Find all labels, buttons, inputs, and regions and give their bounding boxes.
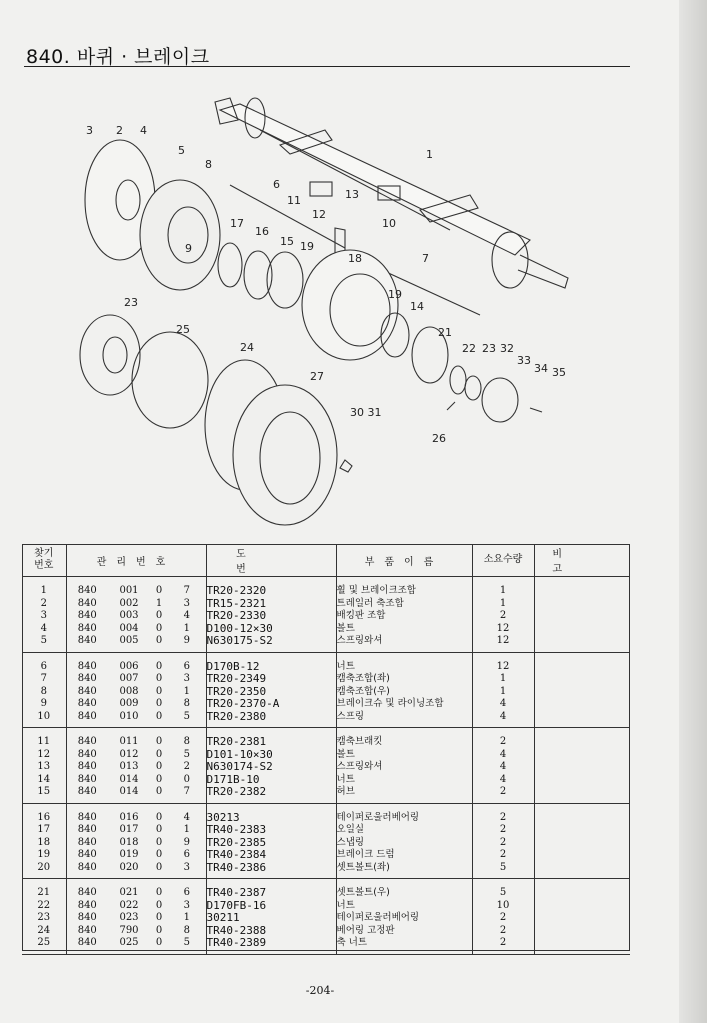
cell-qty: 4 xyxy=(472,761,534,774)
cell-no: 7 xyxy=(40,673,47,684)
cell-code: D170B-12 xyxy=(206,652,336,673)
cell-qty: 1 xyxy=(472,686,534,699)
cell-name: 테이퍼로울러베어링 xyxy=(336,803,472,824)
cell-d: 3 xyxy=(183,673,190,684)
callout-label: 34 xyxy=(534,362,548,375)
cell-c: 0 xyxy=(155,887,163,898)
cell-no: 25 xyxy=(22,937,66,954)
cell-a: 840 xyxy=(66,761,108,774)
cell-d: 1 xyxy=(183,622,190,634)
parts-table xyxy=(22,544,630,955)
cell-note xyxy=(534,749,630,762)
cell-b: 022 xyxy=(119,899,139,911)
cell-name: 스프링 xyxy=(336,711,472,728)
cell-a: 840 xyxy=(66,577,108,598)
cell-qty: 2 xyxy=(472,925,534,938)
cell-b: 001 xyxy=(119,585,139,596)
cell-a: 840 xyxy=(66,937,108,954)
title-underline xyxy=(24,66,630,67)
cell-qty: 12 xyxy=(472,623,534,636)
cell-name: 베어링 고정판 xyxy=(336,925,472,938)
cell-c: 0 xyxy=(155,685,163,697)
callout-label: 14 xyxy=(410,300,424,313)
cell-note xyxy=(534,610,630,623)
cell-c: 0 xyxy=(155,698,163,709)
cell-code: D171B-10 xyxy=(206,774,336,787)
table-row xyxy=(22,912,630,925)
cell-name: 스프링와셔 xyxy=(336,761,472,774)
cell-name: 스프링와셔 xyxy=(336,635,472,652)
cell-code: TR40-2388 xyxy=(206,925,336,938)
cell-note xyxy=(534,673,630,686)
cell-b: 790 xyxy=(119,924,139,936)
cell-note xyxy=(534,635,630,652)
cell-name: 오일실 xyxy=(336,824,472,837)
cell-a: 840 xyxy=(66,610,108,623)
callout-label: 13 xyxy=(345,188,359,201)
cell-name: 허브 xyxy=(336,786,472,803)
cell-a: 840 xyxy=(66,774,108,787)
cell-a: 840 xyxy=(66,749,108,762)
cell-a: 840 xyxy=(66,673,108,686)
cell-a: 840 xyxy=(66,635,108,652)
table-header-row xyxy=(22,544,630,577)
cell-code: TR20-2385 xyxy=(206,837,336,850)
callout-label: 12 xyxy=(312,208,326,221)
cell-qty: 10 xyxy=(472,900,534,913)
callout-label: 6 xyxy=(273,178,280,191)
cell-code: D170FB-16 xyxy=(206,900,336,913)
cell-name: 축 너트 xyxy=(336,937,472,954)
cell-c: 0 xyxy=(155,824,163,835)
cell-qty: 4 xyxy=(472,698,534,711)
table-row xyxy=(22,761,630,774)
cell-no: 1 xyxy=(40,585,47,596)
cell-no: 24 xyxy=(37,924,51,936)
cell-c: 0 xyxy=(150,635,168,652)
cell-b: 014 xyxy=(119,773,139,785)
cell-c: 0 xyxy=(155,899,163,911)
table-row xyxy=(22,786,630,803)
cell-b: 017 xyxy=(119,824,139,835)
col-header-drawing: 도번 xyxy=(206,544,336,577)
cell-d: 3 xyxy=(168,862,206,879)
cell-note xyxy=(534,786,630,803)
cell-d: 8 xyxy=(183,698,190,709)
cell-a: 840 xyxy=(66,652,108,673)
cell-b: 016 xyxy=(119,811,139,823)
cell-b: 020 xyxy=(108,862,150,879)
cell-no: 8 xyxy=(40,685,47,697)
cell-b: 023 xyxy=(119,912,139,923)
cell-name: 휠 및 브레이크조합 xyxy=(336,577,472,598)
cell-name: 너트 xyxy=(336,652,472,673)
cell-name: 너트 xyxy=(336,774,472,787)
table-row xyxy=(22,862,630,879)
page-edge-shadow xyxy=(679,0,707,1023)
cell-qty: 2 xyxy=(472,610,534,623)
cell-c: 0 xyxy=(155,748,163,760)
cell-name: 셋트볼트(우) xyxy=(336,879,472,900)
cell-b: 018 xyxy=(119,836,139,848)
cell-b: 021 xyxy=(119,887,139,898)
cell-code: TR20-2381 xyxy=(206,728,336,749)
cell-c: 0 xyxy=(155,773,163,785)
cell-note xyxy=(534,652,630,673)
cell-name: 너트 xyxy=(336,900,472,913)
cell-code: TR40-2386 xyxy=(206,862,336,879)
cell-code: D100-12×30 xyxy=(206,623,336,636)
table-row xyxy=(22,900,630,913)
cell-c: 0 xyxy=(155,673,163,684)
cell-d: 6 xyxy=(183,887,190,898)
callout-label: 9 xyxy=(185,242,192,255)
cell-b: 006 xyxy=(119,660,139,672)
cell-code: N630175-S2 xyxy=(206,635,336,652)
cell-b: 014 xyxy=(108,786,150,803)
cell-name: 캠축조합(우) xyxy=(336,686,472,699)
callout-label: 1 xyxy=(426,148,433,161)
cell-name: 셋트볼트(좌) xyxy=(336,862,472,879)
cell-name: 테이퍼로울러베어링 xyxy=(336,912,472,925)
callout-label: 30 31 xyxy=(350,406,382,419)
cell-d: 3 xyxy=(183,899,190,911)
cell-c: 0 xyxy=(150,862,168,879)
callout-label: 33 xyxy=(517,354,531,367)
cell-no: 19 xyxy=(37,849,51,860)
cell-d: 9 xyxy=(168,635,206,652)
cell-note xyxy=(534,900,630,913)
cell-a: 840 xyxy=(66,879,108,900)
cell-b: 004 xyxy=(119,622,139,634)
cell-c: 1 xyxy=(155,597,163,609)
cell-no: 16 xyxy=(37,811,51,823)
callout-label: 22 xyxy=(462,342,476,355)
cell-d: 4 xyxy=(183,811,190,823)
cell-b: 013 xyxy=(119,761,139,772)
cell-note xyxy=(534,937,630,954)
cell-no: 3 xyxy=(40,610,47,621)
callout-label: 32 xyxy=(500,342,514,355)
table-row xyxy=(22,698,630,711)
cell-note xyxy=(534,577,630,598)
callout-label: 21 xyxy=(438,326,452,339)
cell-note xyxy=(534,837,630,850)
cell-note xyxy=(534,698,630,711)
cell-d: 5 xyxy=(183,748,190,760)
callout-label: 19 xyxy=(388,288,402,301)
cell-no: 13 xyxy=(37,761,51,772)
callout-label: 2 xyxy=(116,124,123,137)
cell-a: 840 xyxy=(66,900,108,913)
cell-code: TR20-2350 xyxy=(206,686,336,699)
cell-b: 012 xyxy=(119,748,139,760)
cell-c: 0 xyxy=(155,660,163,672)
table-row xyxy=(22,837,630,850)
cell-c: 0 xyxy=(155,836,163,848)
cell-c: 0 xyxy=(150,937,168,954)
callout-label: 4 xyxy=(140,124,147,137)
cell-c: 0 xyxy=(155,761,163,772)
cell-b: 008 xyxy=(119,685,139,697)
cell-no: 11 xyxy=(37,736,51,747)
cell-code: 30211 xyxy=(206,912,336,925)
cell-d: 1 xyxy=(183,824,190,835)
cell-no: 2 xyxy=(40,597,47,609)
cell-no: 9 xyxy=(40,698,47,709)
cell-d: 6 xyxy=(183,849,190,860)
cell-note xyxy=(534,728,630,749)
table-row xyxy=(22,774,630,787)
cell-c: 0 xyxy=(155,610,163,621)
cell-code: 30213 xyxy=(206,803,336,824)
cell-note xyxy=(534,711,630,728)
col-header-no: 찾기 번호 xyxy=(22,544,66,577)
table-row xyxy=(22,673,630,686)
cell-qty: 5 xyxy=(472,879,534,900)
cell-code: TR40-2389 xyxy=(206,937,336,954)
cell-note xyxy=(534,598,630,611)
cell-code: TR40-2387 xyxy=(206,879,336,900)
cell-qty: 1 xyxy=(472,598,534,611)
cell-b: 007 xyxy=(119,673,139,684)
cell-a: 840 xyxy=(66,598,108,611)
cell-code: TR20-2349 xyxy=(206,673,336,686)
callout-label: 5 xyxy=(178,144,185,157)
cell-no: 4 xyxy=(40,622,47,634)
table-row xyxy=(22,711,630,728)
cell-b: 005 xyxy=(108,635,150,652)
cell-a: 840 xyxy=(66,849,108,862)
callout-label: 23 xyxy=(482,342,496,355)
cell-c: 0 xyxy=(155,736,163,747)
cell-c: 0 xyxy=(150,711,168,728)
cell-no: 15 xyxy=(22,786,66,803)
callout-label: 11 xyxy=(287,194,301,207)
callout-label: 17 xyxy=(230,217,244,230)
callout-label: 25 xyxy=(176,323,190,336)
callout-label: 3 xyxy=(86,124,93,137)
cell-name: 볼트 xyxy=(336,623,472,636)
cell-c: 0 xyxy=(155,924,163,936)
cell-a: 840 xyxy=(66,623,108,636)
cell-code: TR20-2382 xyxy=(206,786,336,803)
cell-note xyxy=(534,623,630,636)
table-row xyxy=(22,925,630,938)
cell-note xyxy=(534,862,630,879)
table-row xyxy=(22,849,630,862)
cell-name: 브레이크슈 및 라이닝조합 xyxy=(336,698,472,711)
table-row xyxy=(22,879,630,900)
cell-a: 840 xyxy=(66,824,108,837)
cell-c: 0 xyxy=(150,786,168,803)
cell-d: 3 xyxy=(183,597,190,609)
parts-table-body xyxy=(22,577,630,955)
cell-d: 7 xyxy=(168,786,206,803)
cell-qty: 12 xyxy=(472,652,534,673)
cell-name: 캠축브래킷 xyxy=(336,728,472,749)
cell-c: 0 xyxy=(155,849,163,860)
callout-label: 23 xyxy=(124,296,138,309)
table-row xyxy=(22,577,630,598)
cell-qty: 2 xyxy=(472,824,534,837)
cell-qty: 4 xyxy=(472,711,534,728)
callout-label: 8 xyxy=(205,158,212,171)
col-header-note: 비고 xyxy=(534,544,630,577)
exploded-parts-diagram xyxy=(60,90,590,530)
cell-d: 4 xyxy=(183,610,190,621)
callout-label: 16 xyxy=(255,225,269,238)
cell-b: 011 xyxy=(119,736,139,747)
cell-a: 840 xyxy=(66,837,108,850)
table-row xyxy=(22,749,630,762)
cell-no: 21 xyxy=(37,887,51,898)
cell-note xyxy=(534,849,630,862)
cell-no: 6 xyxy=(40,660,47,672)
cell-code: TR20-2330 xyxy=(206,610,336,623)
cell-qty: 2 xyxy=(472,803,534,824)
cell-qty: 1 xyxy=(472,673,534,686)
table-row xyxy=(22,598,630,611)
cell-d: 8 xyxy=(183,736,190,747)
callout-label: 24 xyxy=(240,341,254,354)
callout-label: 35 xyxy=(552,366,566,379)
cell-note xyxy=(534,774,630,787)
cell-a: 840 xyxy=(66,912,108,925)
col-header-name: 부품이름 xyxy=(336,544,472,577)
callout-label: 26 xyxy=(432,432,446,445)
cell-d: 2 xyxy=(183,761,190,772)
cell-d: 5 xyxy=(168,711,206,728)
cell-d: 5 xyxy=(168,937,206,954)
cell-code: TR40-2384 xyxy=(206,849,336,862)
cell-code: N630174-S2 xyxy=(206,761,336,774)
cell-qty: 2 xyxy=(472,937,534,954)
cell-code: D101-10×30 xyxy=(206,749,336,762)
cell-b: 009 xyxy=(119,698,139,709)
cell-code: TR20-2380 xyxy=(206,711,336,728)
cell-note xyxy=(534,761,630,774)
cell-no: 10 xyxy=(22,711,66,728)
cell-a: 840 xyxy=(66,862,108,879)
callout-label: 10 xyxy=(382,217,396,230)
cell-name: 스냅링 xyxy=(336,837,472,850)
cell-a: 840 xyxy=(66,803,108,824)
cell-code: TR20-2370-A xyxy=(206,698,336,711)
cell-qty: 1 xyxy=(472,577,534,598)
table-row xyxy=(22,728,630,749)
cell-no: 22 xyxy=(37,899,51,911)
cell-qty: 2 xyxy=(472,849,534,862)
cell-name: 캠축조합(좌) xyxy=(336,673,472,686)
table-row xyxy=(22,652,630,673)
cell-qty: 12 xyxy=(472,635,534,652)
cell-qty: 2 xyxy=(472,837,534,850)
table-row xyxy=(22,686,630,699)
cell-qty: 2 xyxy=(472,786,534,803)
cell-a: 840 xyxy=(66,925,108,938)
cell-c: 0 xyxy=(155,912,163,923)
cell-b: 003 xyxy=(119,610,139,621)
callout-label: 15 xyxy=(280,235,294,248)
callout-label: 18 xyxy=(348,252,362,265)
cell-note xyxy=(534,803,630,824)
cell-name: 배킹판 조합 xyxy=(336,610,472,623)
cell-name: 트레일러 축조합 xyxy=(336,598,472,611)
cell-note xyxy=(534,925,630,938)
table-row xyxy=(22,610,630,623)
cell-a: 840 xyxy=(66,786,108,803)
cell-no: 18 xyxy=(37,836,51,848)
cell-c: 0 xyxy=(155,585,163,596)
page-title: 840. 바퀴 · 브레이크 xyxy=(26,46,210,68)
cell-d: 6 xyxy=(183,660,190,672)
callout-label: 27 xyxy=(310,370,324,383)
cell-note xyxy=(534,686,630,699)
cell-d: 8 xyxy=(183,924,190,936)
cell-note xyxy=(534,824,630,837)
cell-b: 010 xyxy=(108,711,150,728)
cell-a: 840 xyxy=(66,711,108,728)
cell-qty: 2 xyxy=(472,728,534,749)
cell-d: 1 xyxy=(183,685,190,697)
cell-c: 0 xyxy=(155,811,163,823)
diagram-svg xyxy=(60,90,590,530)
col-header-mgmt: 관리번호 xyxy=(66,544,206,577)
callout-label: 7 xyxy=(422,252,429,265)
cell-note xyxy=(534,879,630,900)
table-row xyxy=(22,635,630,652)
cell-code: TR40-2383 xyxy=(206,824,336,837)
col-header-qty: 소요수량 xyxy=(472,544,534,577)
cell-qty: 4 xyxy=(472,749,534,762)
cell-a: 840 xyxy=(66,728,108,749)
cell-d: 1 xyxy=(183,912,190,923)
cell-d: 7 xyxy=(183,585,190,596)
cell-note xyxy=(534,912,630,925)
cell-d: 9 xyxy=(183,836,190,848)
table-row xyxy=(22,623,630,636)
callout-label: 19 xyxy=(300,240,314,253)
cell-no: 12 xyxy=(37,748,51,760)
cell-d: 0 xyxy=(183,773,190,785)
cell-qty: 4 xyxy=(472,774,534,787)
cell-name: 브레이크 드럼 xyxy=(336,849,472,862)
cell-name: 볼트 xyxy=(336,749,472,762)
table-row xyxy=(22,824,630,837)
cell-b: 002 xyxy=(119,597,139,609)
cell-no: 14 xyxy=(37,773,51,785)
cell-qty: 2 xyxy=(472,912,534,925)
cell-no: 20 xyxy=(22,862,66,879)
page-number: -204- xyxy=(305,984,335,997)
table-row xyxy=(22,803,630,824)
cell-b: 019 xyxy=(119,849,139,860)
table-row xyxy=(22,937,630,954)
cell-qty: 5 xyxy=(472,862,534,879)
cell-c: 0 xyxy=(155,622,163,634)
cell-b: 025 xyxy=(108,937,150,954)
cell-no: 17 xyxy=(37,824,51,835)
cell-a: 840 xyxy=(66,698,108,711)
cell-no: 23 xyxy=(37,912,51,923)
cell-code: TR15-2321 xyxy=(206,598,336,611)
cell-a: 840 xyxy=(66,686,108,699)
cell-code: TR20-2320 xyxy=(206,577,336,598)
cell-no: 5 xyxy=(22,635,66,652)
